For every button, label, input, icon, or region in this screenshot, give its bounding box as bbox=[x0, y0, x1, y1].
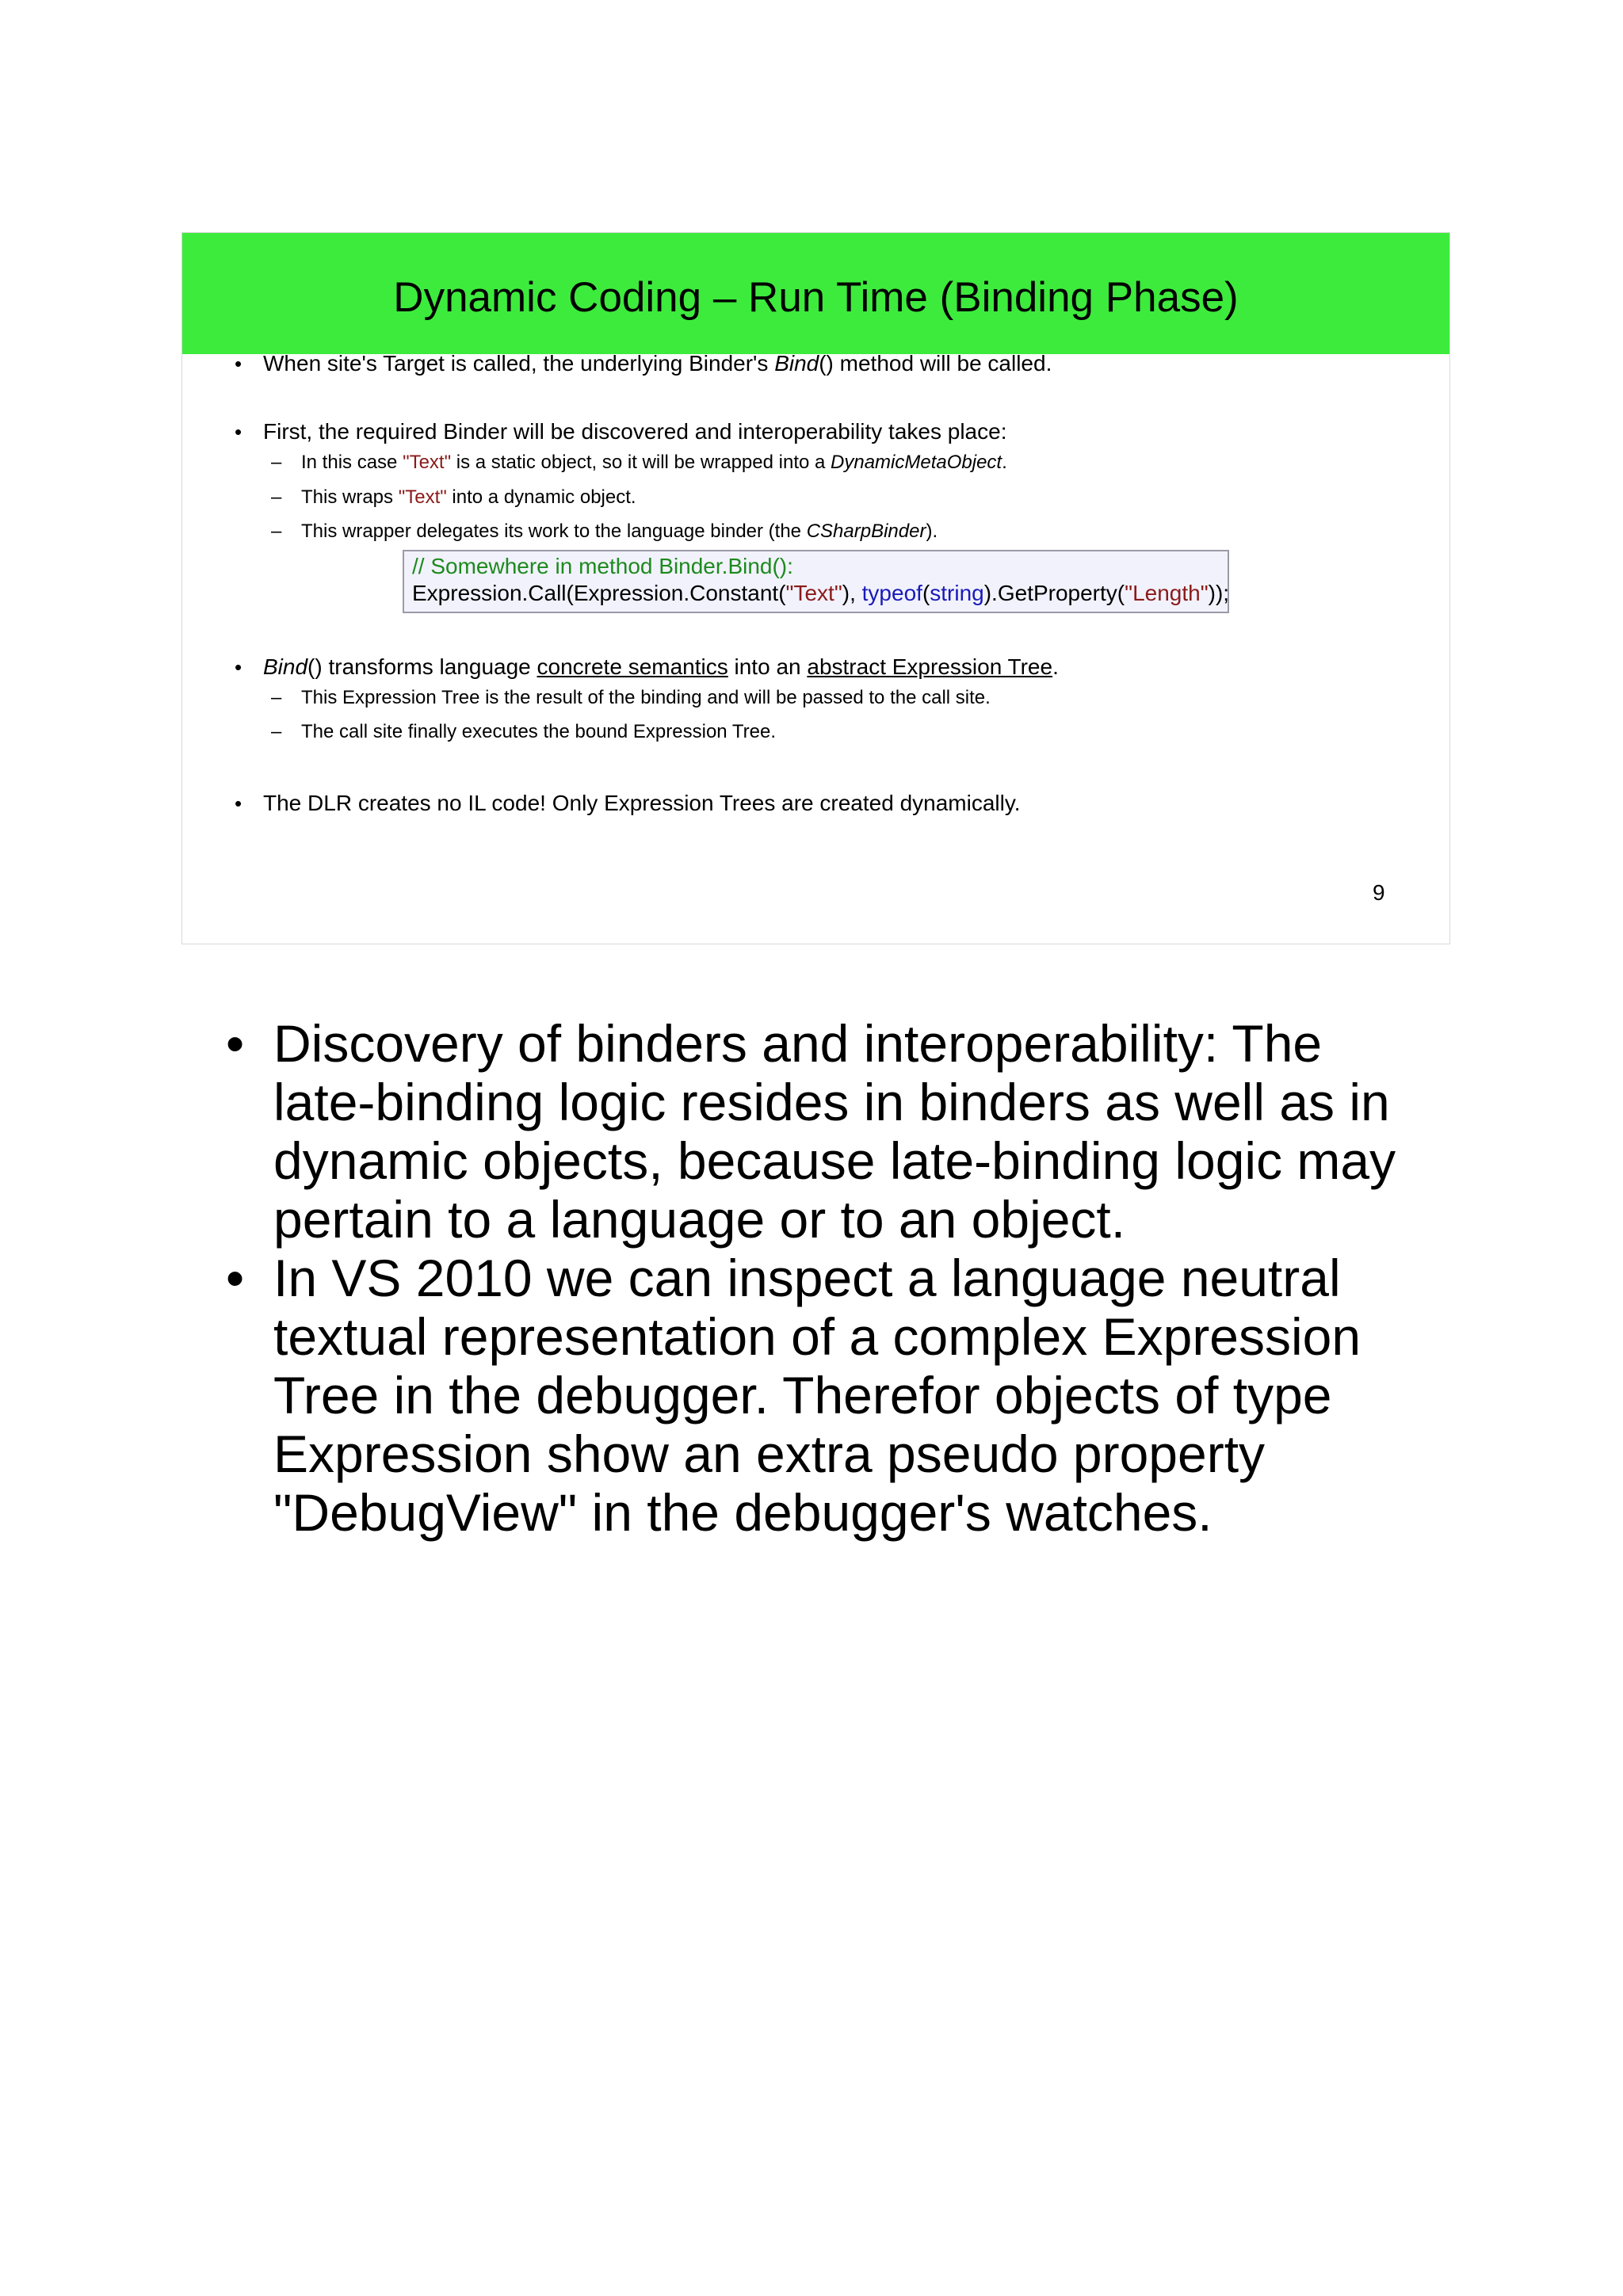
bullet-marker: • bbox=[235, 655, 242, 679]
sub-bullet-marker: – bbox=[271, 687, 282, 708]
bullet-target-called bbox=[263, 350, 1052, 377]
sub-bullet-marker: – bbox=[271, 486, 282, 508]
sub-bullet-text: is a static object, so it will be wrapped into a bbox=[451, 452, 831, 473]
sub-bullet-wrapper-delegates bbox=[301, 520, 938, 543]
sub-bullet-text: In this case bbox=[301, 452, 403, 473]
bullet-italic: Bind bbox=[774, 351, 819, 376]
code-keyword: typeof bbox=[861, 581, 922, 605]
bullet-marker: • bbox=[235, 420, 242, 444]
code-snippet bbox=[403, 550, 1229, 613]
note-bullet-marker: • bbox=[226, 1249, 245, 1307]
code-text: ), bbox=[842, 581, 862, 605]
slide-body bbox=[182, 233, 1449, 944]
code-text: ( bbox=[922, 581, 930, 605]
sub-bullet-expression-tree-result: This Expression Tree is the result of the binding and will be passed to the call site. bbox=[301, 687, 991, 708]
sub-bullet-text: ). bbox=[926, 521, 938, 542]
bullet-text: () method will be called. bbox=[819, 351, 1052, 376]
code-text: ).GetProperty( bbox=[983, 581, 1125, 605]
sub-bullet-wraps-text bbox=[301, 486, 636, 509]
note-line: Tree in the debugger. Therefor objects of type bbox=[273, 1366, 1332, 1425]
sub-bullet-call-site-executes: The call site finally executes the bound Expression Tree. bbox=[301, 721, 776, 742]
bullet-italic: Bind bbox=[263, 654, 308, 679]
sub-bullet-italic: CSharpBinder bbox=[806, 521, 926, 542]
bullet-bind-transforms bbox=[263, 654, 1059, 681]
sub-bullet-italic: DynamicMetaObject bbox=[831, 452, 1002, 473]
note-line: Expression show an extra pseudo property bbox=[273, 1425, 1266, 1483]
code-keyword: string bbox=[930, 581, 984, 605]
sub-bullet-marker: – bbox=[271, 452, 282, 473]
slide-title: Dynamic Coding – Run Time (Binding Phase) bbox=[393, 274, 1239, 321]
sub-bullet-text: . bbox=[1002, 452, 1007, 473]
code-line bbox=[412, 580, 1230, 607]
note-line: late-binding logic resides in binders as well as in bbox=[273, 1073, 1390, 1131]
page-number: 9 bbox=[1373, 880, 1385, 905]
sub-bullet-static-object bbox=[301, 451, 1007, 475]
code-string: "Text" bbox=[785, 581, 842, 605]
bullet-marker: • bbox=[235, 791, 242, 815]
note-bullet-marker: • bbox=[226, 1014, 245, 1073]
code-comment: // Somewhere in method Binder.Bind(): bbox=[412, 554, 793, 578]
string-literal: "Text" bbox=[403, 452, 452, 473]
underlined-term: abstract Expression Tree bbox=[807, 654, 1053, 679]
note-line: In VS 2010 we can inspect a language neutral bbox=[273, 1249, 1341, 1307]
string-literal: "Text" bbox=[398, 486, 447, 508]
sub-bullet-marker: – bbox=[271, 721, 282, 742]
bullet-text: . bbox=[1052, 654, 1059, 679]
underlined-term: concrete semantics bbox=[537, 654, 728, 679]
code-string: "Length" bbox=[1125, 581, 1209, 605]
sub-bullet-marker: – bbox=[271, 521, 282, 542]
note-line: Discovery of binders and interoperability: The bbox=[273, 1014, 1323, 1073]
note-line: pertain to a language or to an object. bbox=[273, 1190, 1126, 1249]
sub-bullet-text: into a dynamic object. bbox=[446, 486, 636, 508]
bullet-binder-discovered: First, the required Binder will be discovered and interoperability takes place: bbox=[263, 419, 1007, 444]
slide bbox=[181, 232, 1450, 944]
bullet-text: When site's Target is called, the underlying Binder's bbox=[263, 351, 775, 376]
sub-bullet-text: This wraps bbox=[301, 486, 399, 508]
note-line: "DebugView" in the debugger's watches. bbox=[273, 1483, 1212, 1542]
bullet-text: () transforms language bbox=[307, 654, 537, 679]
code-text: Expression.Call(Expression.Constant( bbox=[412, 581, 786, 605]
bullet-dlr-no-il: The DLR creates no IL code! Only Expression Trees are created dynamically. bbox=[263, 791, 1021, 815]
bullet-text: into an bbox=[727, 654, 808, 679]
note-line: dynamic objects, because late-binding logic may bbox=[273, 1131, 1396, 1190]
bullet-marker: • bbox=[235, 352, 242, 376]
code-text: )); bbox=[1208, 581, 1230, 605]
sub-bullet-text: This wrapper delegates its work to the language binder (the bbox=[301, 521, 807, 542]
note-line: textual representation of a complex Expression bbox=[273, 1307, 1361, 1366]
